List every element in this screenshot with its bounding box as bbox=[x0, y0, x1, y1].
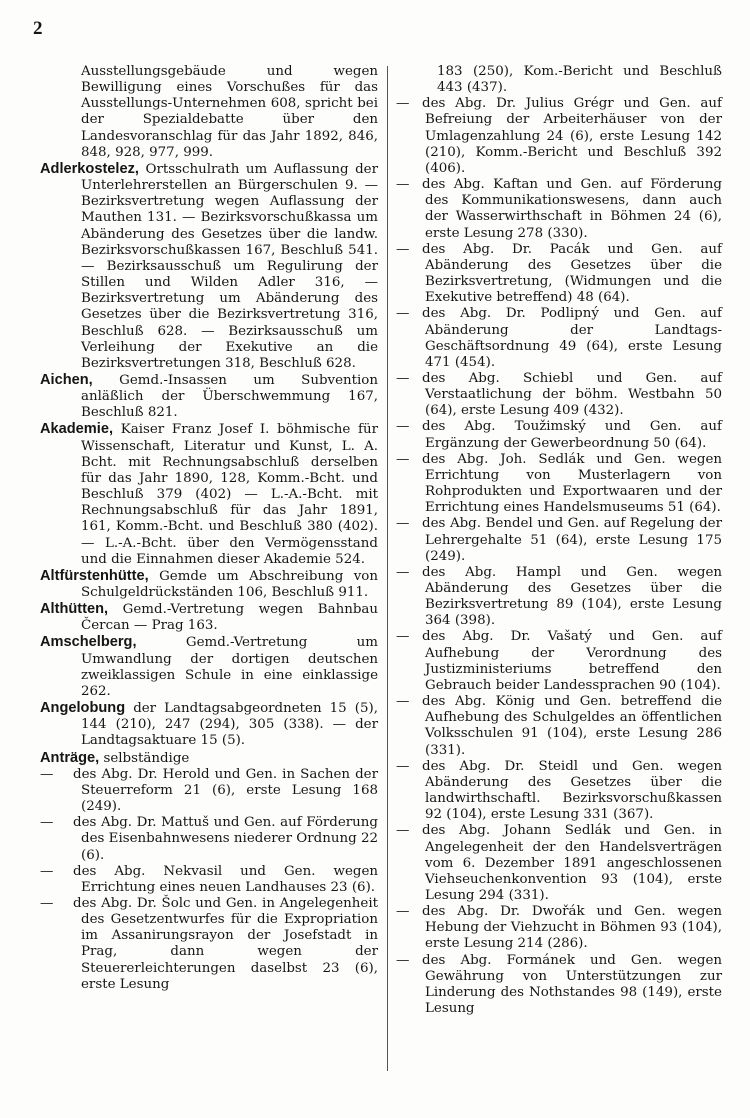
entry-heading: Amschelberg, bbox=[40, 634, 137, 651]
index-entry bbox=[40, 64, 378, 161]
entry-dash: — bbox=[396, 96, 410, 112]
entry-text: des Abg. Schiebl und Gen. auf Verstaatlichung der böhm. Westbahn 50 (64), erste Lesung 409 (432). bbox=[422, 370, 722, 419]
index-entry bbox=[40, 421, 378, 567]
index-entry bbox=[40, 750, 378, 767]
entry-heading: Anträge, bbox=[40, 749, 100, 766]
index-entry bbox=[396, 177, 722, 242]
entry-text: Kaiser Franz Josef I. böhmische für Wissenschaft, Literatur und Kunst, L. A. Bcht. mit Rechnungsabschluß derselben für das Jahr 1890, 128, Komm.-Bcht. und Beschluß 379 (402) — L.-A.-Bcht. mit Rechnungsabschluß für das Jahr 1891, 161, Komm.-Bcht. und Beschluß 380 (402). — L.-A.-Bcht. über den Vermögensstand und die Einnahmen dieser Akademie 524. bbox=[81, 422, 378, 567]
index-entry bbox=[396, 64, 722, 96]
index-entry bbox=[396, 419, 722, 451]
entry-dash: — bbox=[396, 564, 410, 580]
index-entry bbox=[40, 634, 378, 700]
entry-dash: — bbox=[396, 451, 410, 467]
index-entry bbox=[40, 601, 378, 634]
entry-heading: Aichen, bbox=[40, 371, 93, 388]
entry-text: Gemd.-Insassen um Subvention anläßlich der Überschwemmung 167, Beschluß 821. bbox=[81, 372, 378, 421]
entry-text: des Abg. Dr. Herold und Gen. in Sachen der Steuerreform 21 (6), erste Lesung 168 (249). bbox=[73, 766, 378, 815]
entry-text: des Abg. Formánek und Gen. wegen Gewährung von Unterstützungen zur Linderung des Nothstandes 98 (149), erste Lesung bbox=[422, 952, 722, 1017]
entry-heading: Althütten, bbox=[40, 601, 109, 618]
entry-heading: Angelobung bbox=[40, 700, 126, 717]
entry-text: des Abg. Dr. Julius Grégr und Gen. auf Befreiung der Arbeiterhäuser von der Umlagenzahlung 24 (6), erste Lesung 142 (210), Komm.-Bericht und Beschluß 392 (406). bbox=[422, 96, 722, 176]
entry-heading: Akademie, bbox=[40, 421, 114, 438]
entry-dash: — bbox=[396, 629, 410, 645]
index-entry bbox=[396, 242, 722, 307]
index-entry bbox=[40, 568, 378, 601]
entry-text: 183 (250), Kom.-Bericht und Beschluß 443 (437). bbox=[437, 64, 722, 96]
index-entry bbox=[40, 767, 378, 815]
entry-dash: — bbox=[396, 419, 410, 435]
index-entry bbox=[396, 452, 722, 517]
index-entry bbox=[396, 306, 722, 371]
entry-text: des Abg. Dr. Šolc und Gen. in Angelegenheit des Gesetzentwurfes für die Expropriation im Assanirungsrayon der Josefstadt in Prag, dann wegen der Steuererleichterungen daselbst 23 (6), erste Lesung bbox=[73, 895, 378, 992]
entry-dash: — bbox=[40, 766, 54, 782]
entry-text: des Abg. Dr. Pacák und Gen. auf Abänderung des Gesetzes über die Bezirksvertretung, (Widmungen und die Exekutive betreffend) 48 (64). bbox=[422, 241, 722, 306]
column-divider bbox=[387, 66, 388, 1071]
entry-text: des Abg. Dr. Mattuš und Gen. auf Förderung des Eisenbahnwesens niederer Ordnung 22 (6). bbox=[73, 815, 378, 863]
entry-dash: — bbox=[40, 863, 54, 879]
index-entry bbox=[40, 372, 378, 421]
entry-heading: Altfürstenhütte, bbox=[40, 567, 149, 584]
entry-dash: — bbox=[396, 177, 410, 193]
entry-text: Ortsschulrath um Auflassung der Unterlehrerstellen an Bürgerschulen 9. — Bezirksvertretung wegen Auflassung der Mauthen 131. — Bezirksvorschußkassa um Abänderung des Gesetzes über die landw. Bezirksvorschußkassen 167, Beschluß 541. — Bezirksausschuß um Regulirung der Stillen und Wilden Adler 316, — Bezirksvertretung um Abänderung des Gesetzes über die Bezirksvertretung 316, Beschluß 628. — Bezirksausschuß um Verleihung der Exekutive an die Bezirksvertretungen 318, Beschluß 628. bbox=[81, 161, 378, 371]
index-entry bbox=[396, 629, 722, 694]
entry-text: des Abg. Dr. Dwořák und Gen. wegen Hebung der Viehzucht in Böhmen 93 (104), erste Lesung 214 (286). bbox=[422, 904, 722, 952]
index-entry bbox=[396, 823, 722, 904]
index-entry bbox=[40, 864, 378, 896]
entry-dash: — bbox=[396, 694, 410, 710]
entry-heading: Adlerkostelez, bbox=[40, 160, 139, 177]
entry-dash: — bbox=[396, 904, 410, 920]
entry-text: des Abg. Nekvasil und Gen. wegen Errichtung eines neuen Landhauses 23 (6). bbox=[73, 863, 378, 895]
entry-dash: — bbox=[396, 758, 410, 774]
entry-text: des Abg. Dr. Vašatý und Gen. auf Aufhebung der Verordnung des Justizministeriums betreffend den Gebrauch beider Landessprachen 90 (104). bbox=[422, 629, 722, 693]
entry-text: des Abg. Kaftan und Gen. auf Förderung des Kommunikationswesens, dann auch der Wasserwirthschaft in Böhmen 24 (6), erste Lesung 278 (330). bbox=[422, 177, 722, 241]
entry-dash: — bbox=[396, 241, 410, 257]
entry-dash: — bbox=[396, 952, 410, 968]
entry-text: des Abg. Johann Sedlák und Gen. in Angelegenheit der den Handelsverträgen vom 6. Dezember 1891 angeschlossenen Viehseuchenkonvention 93 (104), erste Lesung 294 (331). bbox=[422, 823, 722, 903]
index-entry bbox=[40, 700, 378, 749]
entry-text: Ausstellungsgebäude und wegen Bewilligung eines Vorschußes für das Ausstellungs-Unternehmen 608, spricht bei der Spezialdebatte über den Landesvoranschlag für das Jahr 1892, 846, 848, 928, 977, 999. bbox=[81, 64, 378, 160]
left-column bbox=[40, 64, 378, 993]
index-entry bbox=[396, 694, 722, 759]
right-column bbox=[396, 64, 722, 1017]
page-number: 2 bbox=[33, 18, 43, 39]
index-entry bbox=[40, 815, 378, 863]
entry-dash: — bbox=[396, 516, 410, 532]
entry-text: des Abg. Dr. Steidl und Gen. wegen Abänderung des Gesetzes über die landwirthschaftl. Bezirksvorschußkassen 92 (104), erste Lesung 331 (367). bbox=[422, 758, 722, 823]
entry-text: selbständige bbox=[99, 750, 190, 766]
index-entry bbox=[40, 896, 378, 993]
entry-text: des Abg. Joh. Sedlák und Gen. wegen Errichtung von Musterlagern von Rohprodukten und Exportwaaren und der Errichtung eines Handelsmuseums 51 (64). bbox=[422, 451, 722, 516]
entry-text: des Abg. Hampl und Gen. wegen Abänderung des Gesetzes über die Bezirksvertretung 89 (104), erste Lesung 364 (398). bbox=[422, 564, 722, 629]
entry-text: des Abg. Bendel und Gen. auf Regelung der Lehrergehalte 51 (64), erste Lesung 175 (249). bbox=[422, 516, 722, 564]
index-entry bbox=[396, 904, 722, 952]
entry-dash: — bbox=[396, 370, 410, 386]
index-entry bbox=[396, 759, 722, 824]
index-entry bbox=[396, 516, 722, 564]
entry-text: des Abg. Dr. Podlipný und Gen. auf Abänderung der Landtags-Geschäftsordnung 49 (64), erste Lesung 471 (454). bbox=[422, 306, 722, 370]
index-entry bbox=[396, 96, 722, 177]
entry-text: Gemd.-Vertretung um Umwandlung der dortigen deutschen zweiklassigen Schule in eine einklassige 262. bbox=[81, 635, 378, 699]
entry-text: des Abg. Toužimský und Gen. auf Ergänzung der Gewerbeordnung 50 (64). bbox=[422, 419, 722, 451]
entry-text: der Landtagsabgeordneten 15 (5), 144 (210), 247 (294), 305 (338). — der Landtagsaktuare 15 (5). bbox=[81, 701, 378, 749]
entry-text: des Abg. König und Gen. betreffend die Aufhebung des Schulgeldes an öffentlichen Volksschulen 91 (104), erste Lesung 286 (331). bbox=[422, 694, 722, 758]
index-entry bbox=[396, 565, 722, 630]
index-entry bbox=[40, 161, 378, 372]
entry-text: Gemd.-Vertretung wegen Bahnbau Čercan — Prag 163. bbox=[81, 602, 378, 634]
entry-text: Gemde um Abschreibung von Schulgeldrückständen 106, Beschluß 911. bbox=[81, 568, 378, 600]
index-entry bbox=[396, 371, 722, 419]
entry-dash: — bbox=[396, 306, 410, 322]
entry-dash: — bbox=[40, 895, 54, 911]
entry-dash: — bbox=[396, 823, 410, 839]
index-entry bbox=[396, 953, 722, 1018]
entry-dash: — bbox=[40, 815, 54, 831]
